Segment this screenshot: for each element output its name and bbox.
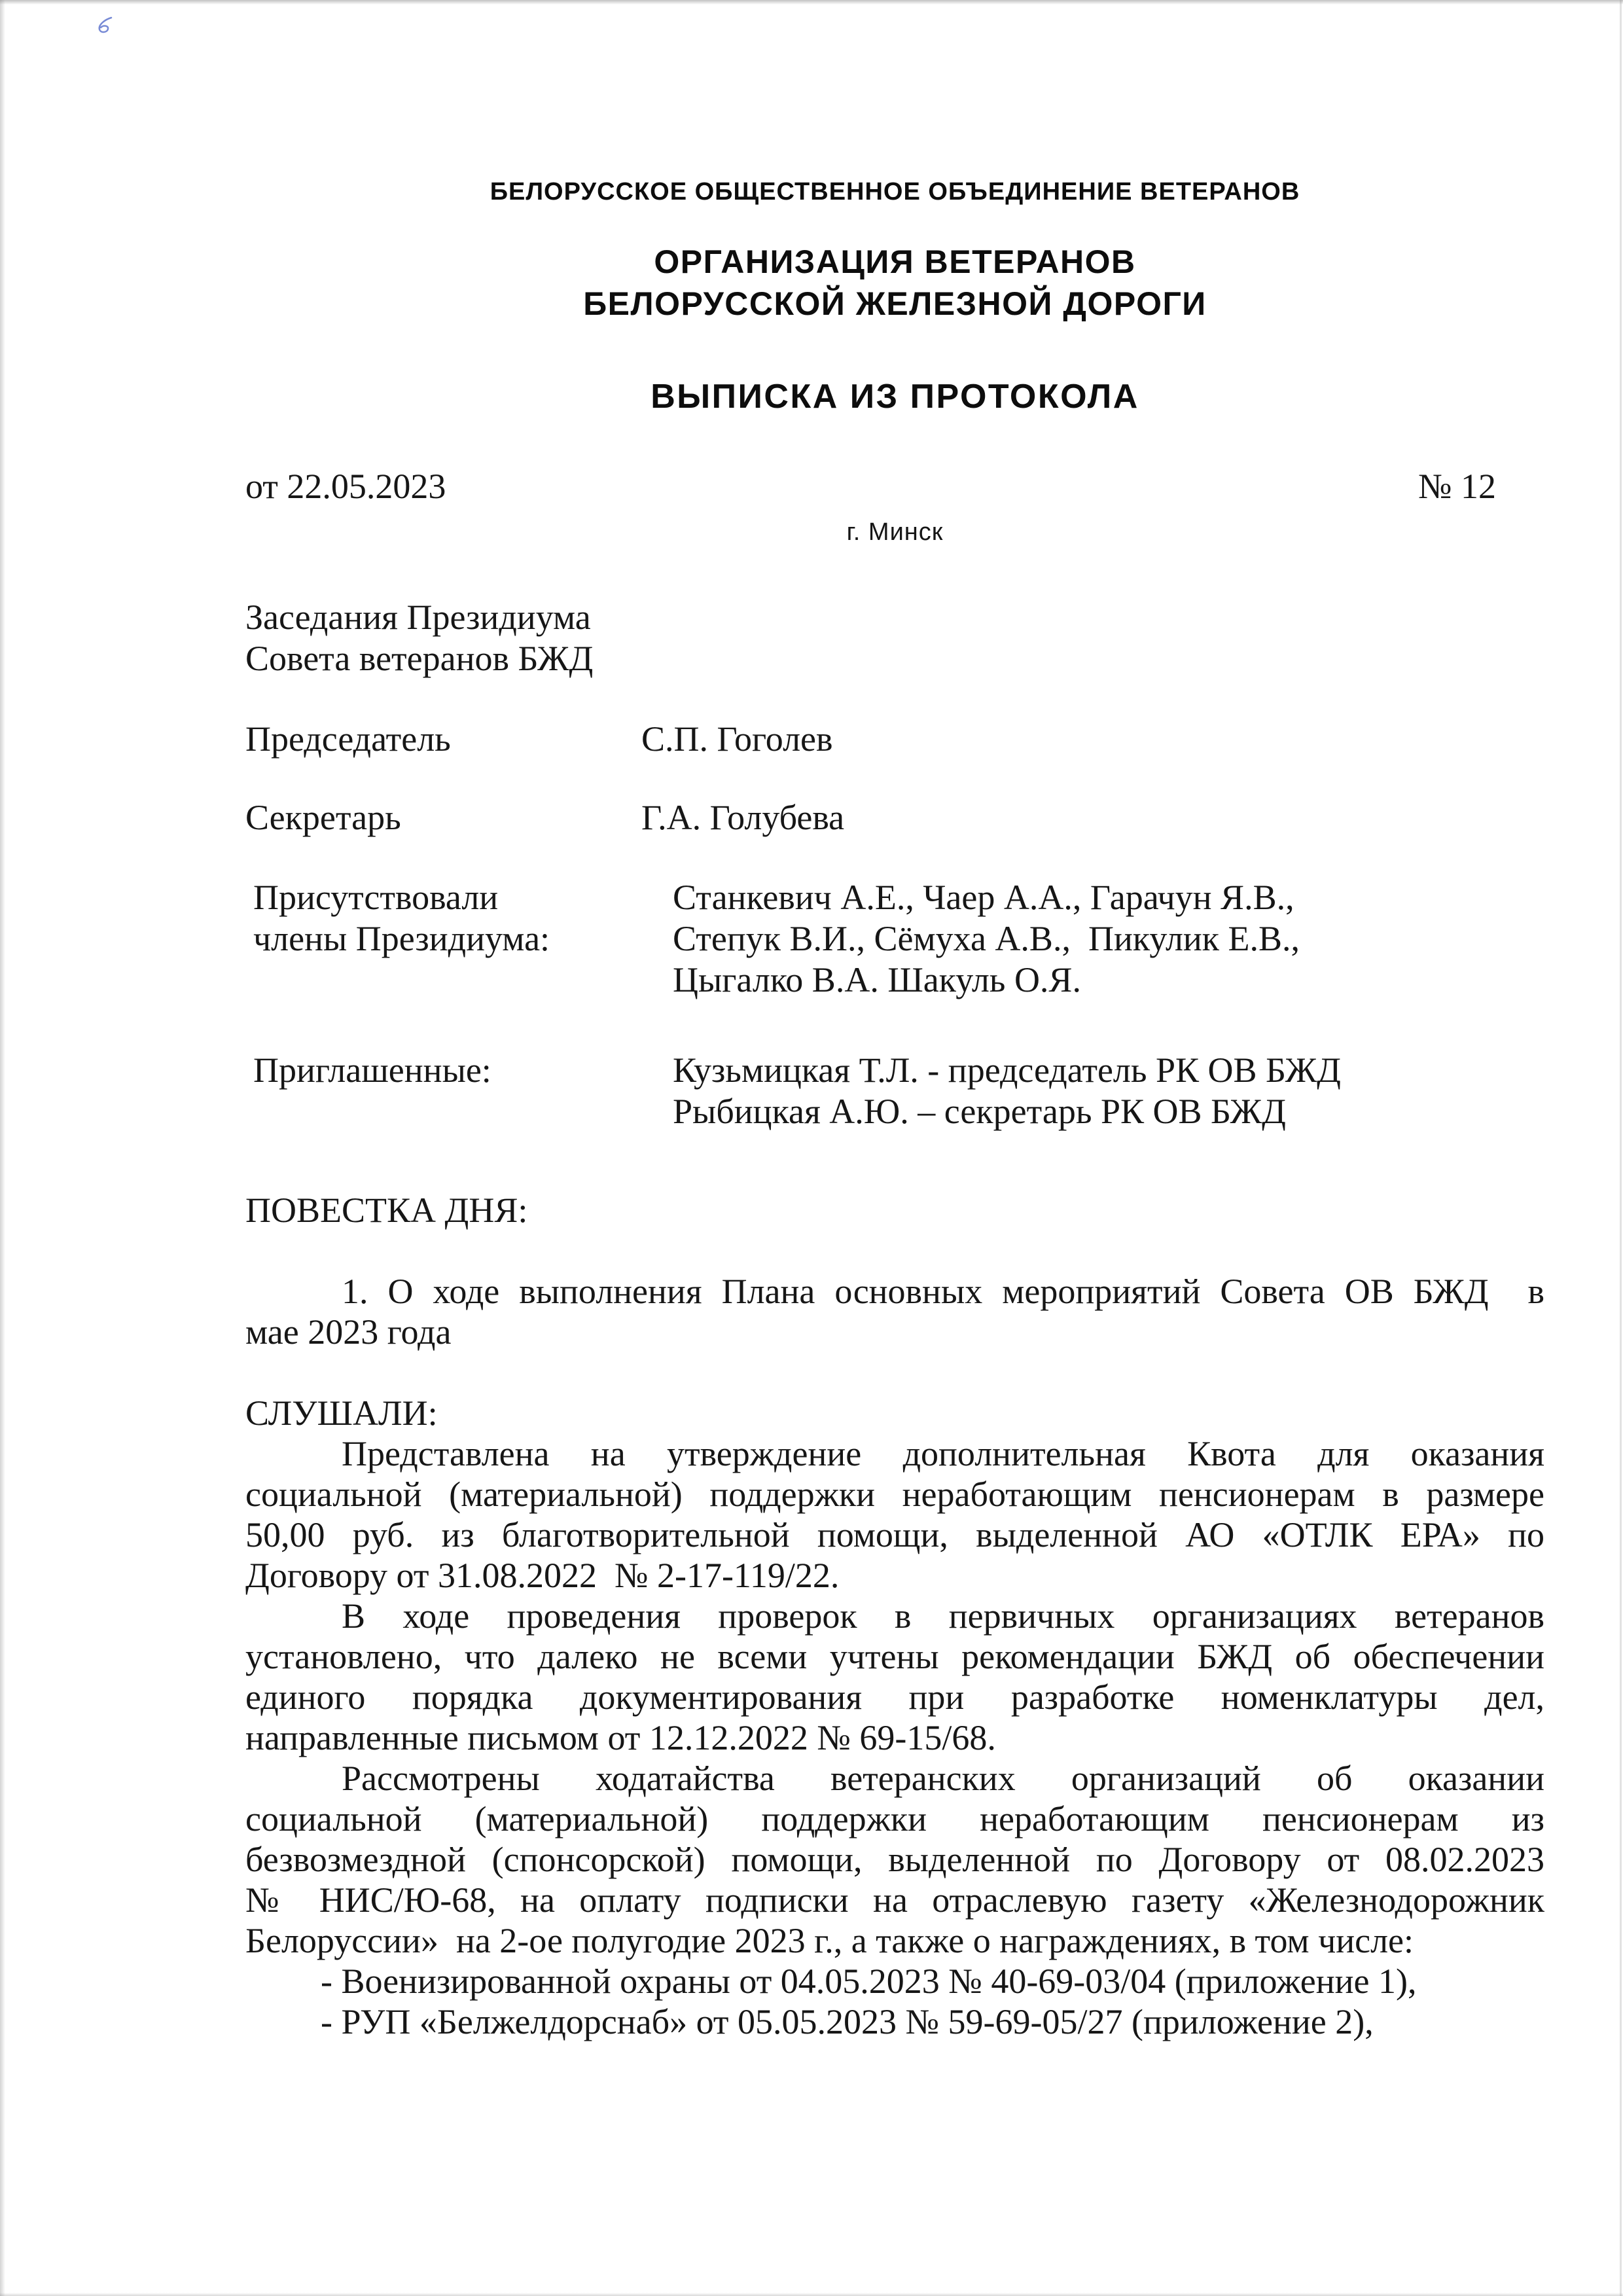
invited-entries	[673, 1050, 1341, 1132]
list-item-line: - Военизированной охраны от 04.05.2023 № 40-69-03/04 (приложение 1),	[321, 1962, 1417, 2001]
paragraph-line: Белоруссии» на 2-ое полугодие 2023 г., а также о награждениях, в том числе:	[245, 1921, 1414, 1960]
chairman-label: Председатель	[245, 719, 451, 759]
paragraph-line: социальной (материальной) поддержки неработающим пенсионерам в размере	[245, 1475, 1544, 1514]
chairman-name: С.П. Гоголев	[641, 719, 833, 759]
scan-edge-top	[0, 0, 1623, 5]
listened-heading: СЛУШАЛИ:	[245, 1393, 438, 1433]
invited-entry: Рыбицкая А.Ю. – секретарь РК ОВ БЖД	[673, 1092, 1286, 1131]
attendees-names-line: Станкевич А.Е., Чаер А.А., Гарачун Я.В.,	[673, 878, 1294, 917]
organization-title-line2: БЕЛОРУССКОЙ ЖЕЛЕЗНОЙ ДОРОГИ	[583, 285, 1207, 322]
scan-edge-bottom	[0, 2293, 1623, 2296]
attendees-label-line1: Присутствовали	[253, 878, 499, 917]
list-item-line: - РУП «Белжелдорснаб» от 05.05.2023 № 59-69-05/27 (приложение 2),	[321, 2002, 1374, 2041]
attendees-label-line2: члены Президиума:	[253, 919, 550, 958]
paragraph-line: безвозмездной (спонсорской) помощи, выделенной по Договору от 08.02.2023	[245, 1840, 1544, 1879]
agenda-item-line: 1. О ходе выполнения Плана основных мероприятий Совета ОВ БЖД в	[342, 1272, 1544, 1311]
document-date: от 22.05.2023	[245, 467, 446, 506]
paragraph-line: Рассмотрены ходатайства ветеранских организаций об оказании	[342, 1759, 1544, 1798]
meeting-description	[245, 597, 1544, 679]
paragraph-line: социальной (материальной) поддержки неработающим пенсионерам из	[245, 1799, 1544, 1839]
spacer	[245, 1230, 1544, 1271]
paragraph-line: Представлена на утверждение дополнительная Квота для оказания	[342, 1434, 1544, 1473]
invited-label: Приглашенные:	[253, 1050, 491, 1090]
secretary-label: Секретарь	[245, 798, 401, 837]
attendees-label	[253, 877, 550, 960]
paragraph-line: В ходе проведения проверок в первичных организациях ветеранов	[342, 1596, 1544, 1636]
paragraph-line: № НИС/Ю-68, на оплату подписки на отраслевую газету «Железнодорожник	[245, 1880, 1544, 1920]
attendees-names	[673, 877, 1300, 1001]
invited-entry: Кузьмицкая Т.Л. - председатель РК ОВ БЖД	[673, 1050, 1341, 1090]
secretary-row	[245, 797, 1544, 838]
paragraph-line: 50,00 руб. из благотворительной помощи, выделенной АО «ОТЛК ЕРА» по	[245, 1515, 1544, 1554]
agenda-heading: ПОВЕСТКА ДНЯ:	[245, 1191, 528, 1230]
secretary-name: Г.А. Голубева	[641, 798, 845, 837]
organization-title-line1: ОРГАНИЗАЦИЯ ВЕТЕРАНОВ	[654, 243, 1136, 280]
scan-edge-left	[0, 0, 5, 2296]
paragraph-line: направленные письмом от 12.12.2022 № 69-15/68.	[245, 1718, 996, 1757]
association-name: БЕЛОРУССКОЕ ОБЩЕСТВЕННОЕ ОБЪЕДИНЕНИЕ ВЕТЕРАНОВ	[490, 178, 1300, 206]
chairman-row	[245, 719, 1544, 760]
document-title: ВЫПИСКА ИЗ ПРОТОКОЛА	[651, 378, 1139, 416]
spacer	[245, 1352, 1544, 1393]
document-city: г. Минск	[846, 518, 944, 546]
paragraph-line: Договору от 31.08.2022 № 2-17-119/22.	[245, 1556, 840, 1595]
scan-edge-right	[1620, 0, 1622, 2296]
document-meta-row	[245, 466, 1544, 507]
paragraph-line: установлено, что далеко не всеми учтены рекомендации БЖД об обеспечении	[245, 1637, 1544, 1676]
meeting-line1: Заседания Президиума	[245, 598, 591, 637]
attendees-names-line: Цыгалко В.А. Шакуль О.Я.	[673, 960, 1081, 999]
organization-title	[245, 241, 1544, 325]
meeting-line2: Совета ветеранов БЖД	[245, 639, 594, 678]
pen-mark-artifact	[93, 16, 119, 35]
document-body	[245, 1190, 1544, 2042]
paragraph-line: единого порядка документирования при разработке номенклатуры дел,	[245, 1677, 1544, 1717]
attendees-names-line: Степук В.И., Сёмуха А.В., Пикулик Е.В.,	[673, 919, 1300, 958]
document-number: № 12	[1418, 467, 1496, 506]
agenda-item-line: мае 2023 года	[245, 1312, 452, 1352]
